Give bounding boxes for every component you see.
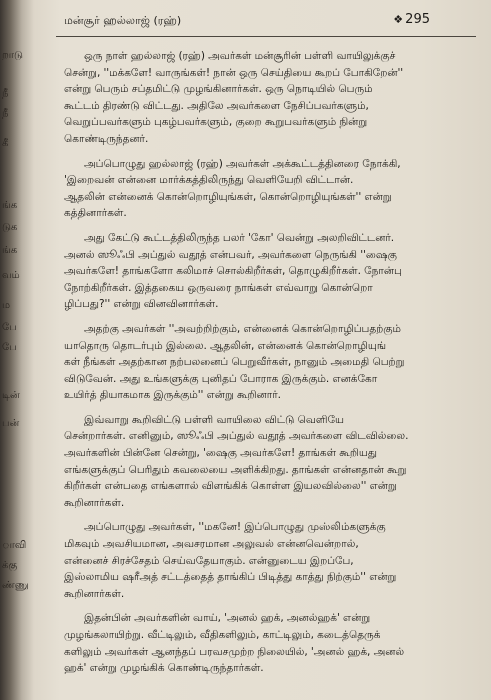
- margin-fragment: ண்ணு: [2, 580, 29, 591]
- text-line: கிறீர்கள் என்பதை எங்களால் விளங்கிக் கொள்ள இயலவில்லை'' என்று: [64, 480, 397, 493]
- margin-fragment: றாடு: [2, 50, 23, 61]
- paragraph: [64, 519, 464, 602]
- page-number-value: 295: [405, 12, 430, 27]
- margin-fragment: ங்க: [2, 200, 18, 211]
- text-line: அதற்கு அவர்கள் ''அவற்றிற்கும், என்னைக் கொன்றொழிப்பதற்கும்: [84, 322, 401, 335]
- margin-fragment: பே: [2, 342, 17, 353]
- text-line: 'இறைவன் என்னை மார்க்கத்திலிருந்து வெளியேறி விட்டான்.: [64, 174, 354, 187]
- text-line: ஒரு நாள் ஹல்லாஜ் (ரஹ்) அவர்கள் மன்சூரின் பள்ளி வாயிலுக்குச்: [84, 50, 396, 62]
- margin-fragment: ம: [2, 300, 11, 311]
- running-title: மன்சூர் ஹல்லாஜ் (ரஹ்): [64, 14, 182, 27]
- text-line: ழிப்பது?'' என்று வினவினார்கள்.: [64, 298, 219, 311]
- paragraph: [64, 48, 464, 148]
- text-line: கள் நீங்கள் அதற்கான நற்பலனைப் பெறுவீர்கள், நானும் அமைதி பெற்று: [64, 356, 405, 369]
- text-line: அவர்களே! தாங்களோ கலிமாச் சொல்கிறீர்கள், தொழுகிறீர்கள். நோன்பு: [64, 265, 402, 278]
- text-line: ஹக்' என்று முழங்கிக் கொண்டிருந்தார்கள்.: [64, 662, 264, 675]
- text-line: இதன்பின் அவர்களின் வாய், 'அனல் ஹக், அனல்ஹக்' என்று: [84, 612, 371, 625]
- margin-fragment: டுக: [2, 222, 18, 233]
- text-line: அனல் ஸூஃபி அப்துல் வதூத் என்பவர், அவர்களை நெருங்கி ''ஷைகு: [64, 248, 397, 261]
- text-line: கூட்டம் திரண்டு விட்டது. அதிலே அவர்களை நேசிப்பவர்களும்,: [64, 99, 369, 112]
- paragraph: [64, 230, 464, 313]
- paragraph: [64, 156, 464, 222]
- text-line: எங்களுக்குப் பெரிதும் கவலையை அளிக்கிறது. தாங்கள் என்னதான் கூறு: [64, 463, 407, 476]
- margin-fragment: க்கு: [2, 560, 18, 571]
- margin-fragment: வம்: [2, 270, 20, 281]
- diamond-ornament-icon: ❖: [393, 13, 404, 26]
- text-line: வெறுப்பவர்களும் புகழ்பவர்களும், குறை கூறுபவர்களும் நின்று: [64, 116, 368, 129]
- book-page: [56, 8, 476, 696]
- margin-fragment: டின்: [2, 390, 20, 401]
- text-line: யாதொரு தொடர்பும் இல்லை. ஆதலின், என்னைக் கொன்றொழியுங்: [64, 339, 387, 352]
- text-line: உயிர்த் தியாகமாக இருக்கும்'' என்று கூறினார்.: [64, 389, 281, 402]
- text-line: அவர்களின் பின்னே சென்று, 'ஷைகு அவர்களே! தாங்கள் கூறியது: [64, 447, 377, 460]
- margin-fragment: கீ: [2, 138, 9, 149]
- margin-fragment: பன்: [2, 418, 20, 429]
- text-line: என்னைச் சிரச்சேதம் செய்வதேயாகும். என்னுடைய இறப்பே,: [64, 554, 354, 567]
- text-line: கொண்டிருந்தனர்.: [64, 132, 149, 145]
- page-header: [56, 8, 476, 37]
- text-line: கூறினார்கள்.: [64, 587, 125, 600]
- text-line: முழங்கலாயிற்று. வீட்டிலும், வீதிகளிலும், காட்டிலும், கடைத்தெருக்: [64, 629, 381, 641]
- text-line: ஆதலின் என்னைக் கொன்றொழியுங்கள், கொன்றொழியுங்கள்'' என்று: [64, 190, 392, 203]
- page-number: [393, 12, 430, 27]
- text-line: களிலும் அவர்கள் ஆனந்தப் பரவசமுற்ற நிலையில், 'அனல் ஹக், அனல்: [64, 645, 405, 658]
- paragraph: [64, 321, 464, 404]
- text-line: நோற்கிறீர்கள். இத்தகைய ஒருவரை நாங்கள் எவ்வாறு கொன்றொ: [64, 281, 373, 294]
- paragraph: [64, 610, 464, 676]
- body-text: [64, 48, 464, 685]
- margin-fragment: நீ: [2, 108, 9, 119]
- text-line: இவ்வாறு கூறிவிட்டு பள்ளி வாயிலை விட்டு வெளியே: [84, 413, 345, 426]
- text-line: விடுவேன். அது உங்களுக்கு புனிதப் போராக இருக்கும். எனக்கோ: [64, 372, 378, 385]
- text-line: கத்தினார்கள்.: [64, 207, 127, 220]
- adjacent-page-margin: [0, 0, 30, 700]
- margin-fragment: பே: [2, 322, 17, 333]
- text-line: சென்று, ''மக்களே! வாருங்கள்! நான் ஒரு செய்தியை கூறப் போகிறேன்'': [64, 66, 404, 79]
- text-line: அது கேட்டு கூட்டத்திலிருந்த பலர் 'கோ' வென்று அலறிவிட்டனர்.: [84, 231, 395, 244]
- paragraph: [64, 412, 464, 512]
- text-line: அப்பொழுது ஹல்லாஜ் (ரஹ்) அவர்கள் அக்கூட்டத்தினரை நோக்கி,: [84, 157, 401, 170]
- margin-fragment: நீ: [2, 88, 9, 99]
- text-line: மிகவும் அவசியமான, அவசரமான அலுவல் என்னவென்றால்,: [64, 538, 359, 551]
- margin-fragment: ாவி: [2, 540, 27, 551]
- margin-fragment: ங்க: [2, 245, 18, 256]
- text-line: கூறினார்கள்.: [64, 496, 125, 509]
- text-line: அப்பொழுது அவர்கள், ''மகனே! இப்பொழுது முஸ்லிம்களுக்கு: [84, 521, 386, 534]
- text-line: இஸ்லாமிய ஷரீஅத் சட்டத்தைத் தாங்கிப் பிடித்து காத்து நிற்கும்'' என்று: [64, 571, 397, 584]
- text-line: சென்றார்கள். எனினும், ஸூஃபி அப்துல் வதூத் அவர்களை விடவில்லை.: [64, 430, 409, 443]
- text-line: என்று பெரும் சப்தமிட்டு முழங்கினார்கள். ஒரு நொடியில் பெரும்: [64, 83, 373, 96]
